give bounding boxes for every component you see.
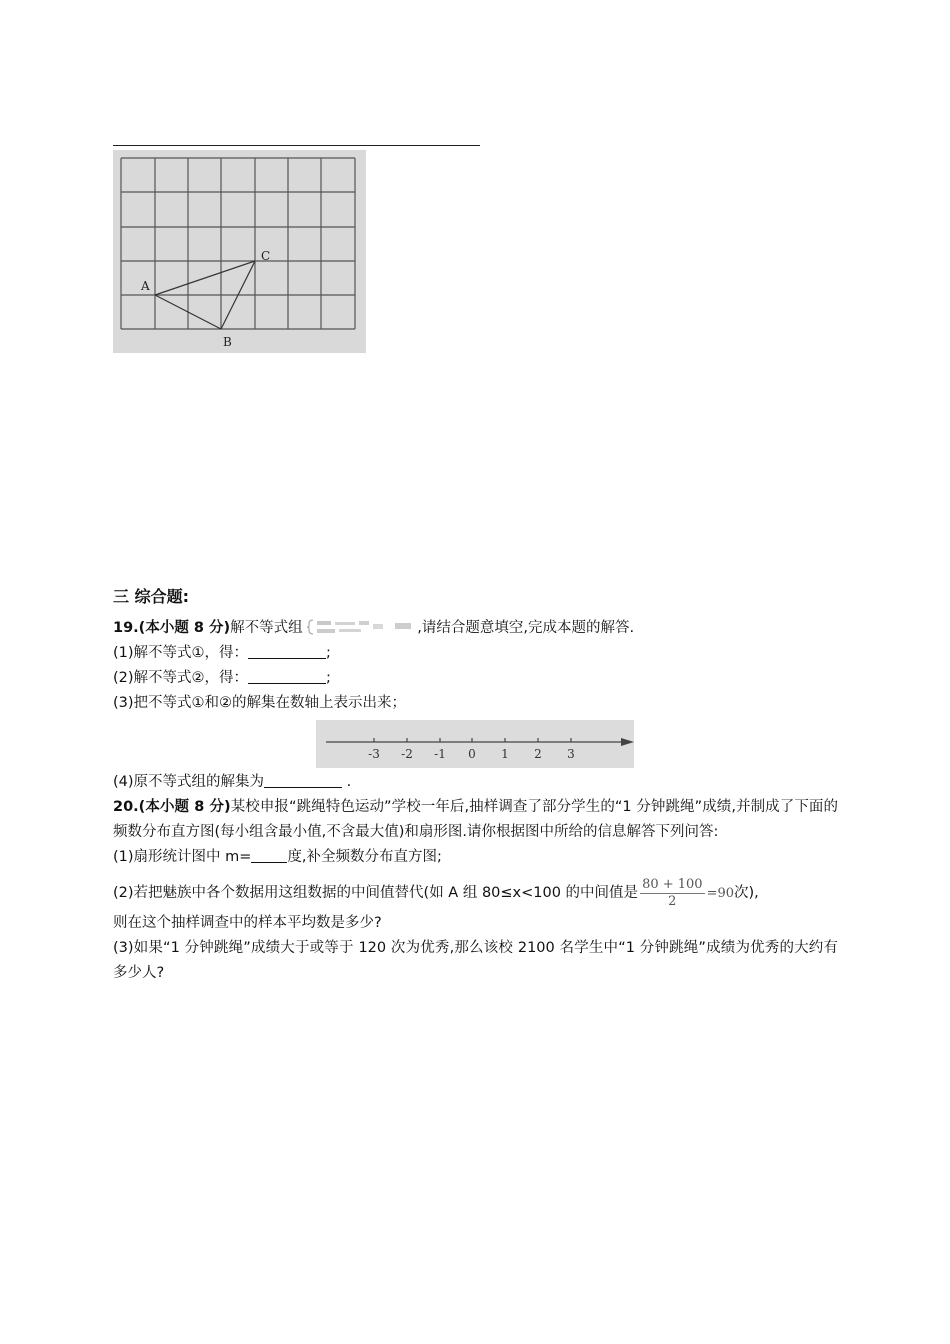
tick-label-neg2: -2 — [401, 747, 413, 761]
point-label-b: B — [223, 335, 232, 349]
q20-part2-line2: 则在这个抽样调查中的样本平均数是多少? — [113, 915, 382, 931]
fraction-result: =90 — [706, 886, 735, 901]
q19-part2 — [113, 666, 838, 691]
q20-part1-before: (1)扇形统计图中 m= — [113, 849, 252, 865]
q19-part4-blank — [264, 772, 342, 788]
q20-part3: (3)如果“1 分钟跳绳”成绩大于或等于 120 次为优秀,那么该校 2100 名学生中“1 分钟跳绳”成绩为优秀的大约有多少人? — [113, 940, 838, 981]
q19-part1-end: ; — [326, 645, 331, 661]
q19-part3: (3)把不等式①和②的解集在数轴上表示出来； — [113, 695, 407, 711]
q20-part1 — [113, 845, 838, 870]
number-line-svg — [316, 720, 634, 768]
fraction-denominator: 2 — [668, 893, 677, 909]
q20-intro-text: 某校申报“跳绳特色运动”学校一年后,抽样调查了部分学生的“1 分钟跳绳”成绩,并制成了下面的频数分布直方图(每小组含最小值,不含最大值)和扇形图.请你根据图中所给的信息解答下列问答: — [113, 799, 838, 840]
q19-part1-text: (1)解不等式①，得： — [113, 645, 249, 661]
q19-intro-before: 解不等式组 — [230, 620, 303, 636]
fraction-numerator: 80 + 100 — [642, 876, 703, 892]
point-label-c: C — [261, 249, 271, 263]
q19-part2-text: (2)解不等式②，得： — [113, 670, 249, 686]
q19-part4-end: . — [342, 774, 352, 790]
q19-part2-end: ; — [326, 670, 331, 686]
q19-part2-blank — [248, 668, 326, 684]
grid-triangle-svg — [113, 150, 366, 353]
grid-lines — [121, 158, 355, 329]
tick-label-1: 1 — [501, 747, 509, 761]
number-line-figure — [316, 720, 634, 768]
tick-label-3: 3 — [567, 747, 575, 761]
q19-part4-text: (4)原不等式组的解集为 — [113, 774, 265, 790]
grid-triangle-figure — [113, 150, 366, 353]
q19-number: 19.(本小题 8 分) — [113, 620, 231, 636]
q20-part2-after: 次), — [734, 885, 759, 901]
section-title: 三 综合题: — [113, 587, 189, 606]
tick-label-2: 2 — [534, 747, 542, 761]
tick-label-0: 0 — [468, 747, 476, 761]
q19-part4 — [113, 770, 838, 795]
q20-part1-after: 度,补全频数分布直方图; — [287, 849, 442, 865]
number-line-container — [113, 720, 838, 770]
inequality-system-image — [307, 618, 417, 636]
tick-label-neg3: -3 — [368, 747, 380, 761]
point-label-a: A — [141, 279, 150, 293]
q20-part2-before: (2)若把魅族中各个数据用这组数据的中间值替代(如 A 组 80≤x<100 的中间值是 — [113, 885, 639, 901]
q19-part1-blank — [248, 643, 326, 659]
q20-intro — [113, 795, 838, 845]
q19-part1 — [113, 641, 838, 666]
problem-content — [113, 584, 838, 986]
top-divider-line — [113, 145, 480, 146]
q20-number: 20.(本小题 8 分) — [113, 799, 231, 815]
tick-label-neg1: -1 — [434, 747, 446, 761]
q20-part2 — [113, 876, 838, 911]
midpoint-fraction — [640, 877, 705, 910]
q20-part1-blank — [251, 847, 287, 863]
q19-intro-after: ,请结合题意填空,完成本题的解答. — [417, 620, 635, 636]
q19-intro — [113, 616, 838, 641]
